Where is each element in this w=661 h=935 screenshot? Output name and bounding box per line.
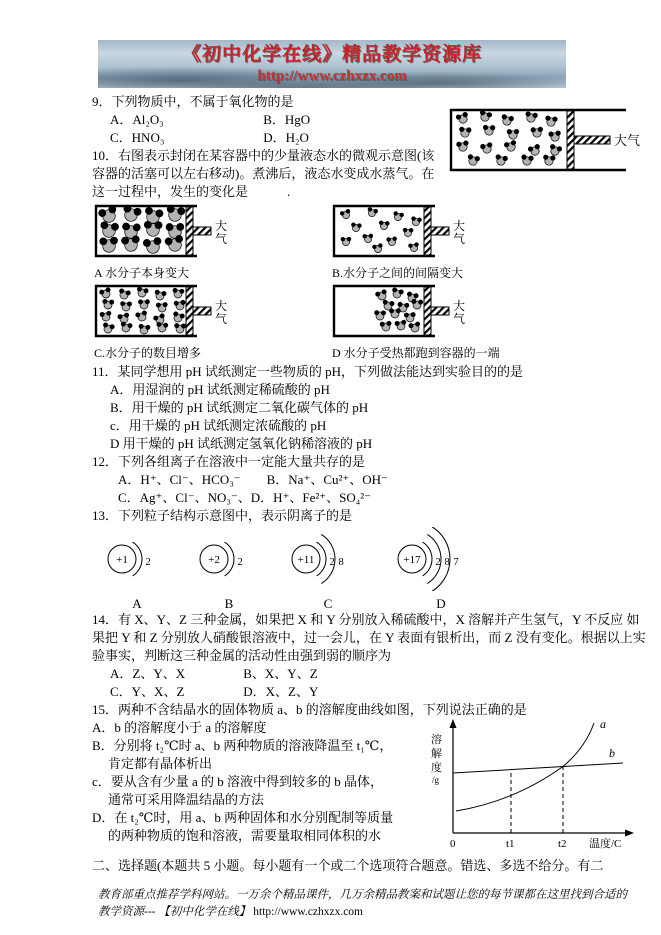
svg-text:大: 大 [453,299,466,313]
svg-text:2: 2 [329,557,335,568]
q13-label-c: C [323,596,333,611]
q12-stem: 12．下列各组离子在溶液中一定能大量共存的是 [92,454,366,469]
q10-option-a [94,203,284,281]
svg-text:度: 度 [431,762,442,774]
q12-options-row1: A．H⁺、Cl⁻、HCO₃⁻ B．Na⁺、Cu²⁺、OH⁻ [118,472,388,487]
svg-text:t2: t2 [558,838,567,850]
q15-options [92,719,422,845]
q13-diagram-c [282,527,374,611]
svg-text:大: 大 [453,219,466,233]
footer-line2 [98,904,651,921]
q9-stem: 9．下列物质中，不属于氧化物的是 [92,94,294,109]
q14-option-a: A．Z、Y、X [110,666,186,681]
q15-option-d: D．在 t₂℃时，用 a、b 两种固体和水分别配制等质量 [92,810,394,825]
q13-label-a: A [132,596,142,611]
svg-text:7: 7 [453,557,459,568]
q14-options-row2 [92,683,651,701]
svg-text:+2: +2 [208,554,220,566]
banner-url-link[interactable]: http://www.czhxzx.com [257,68,407,84]
site-banner [98,40,566,88]
svg-text:大: 大 [215,299,228,313]
molecules-spaced-diagram [332,203,482,261]
svg-text:0: 0 [450,838,456,850]
q13-label-d: D [436,596,446,611]
q14-option-b: B、X、Y、Z [243,666,318,681]
q10-option-figures [94,203,651,361]
molecules-larger-diagram [94,203,244,261]
q11-option-c: c．用干燥的 pH 试纸测定浓硫酸的 pH [110,418,327,433]
svg-text:溶: 溶 [431,734,442,746]
svg-text:/g: /g [432,775,440,785]
svg-text:+11: +11 [297,554,315,566]
footer-url-link[interactable]: http://www.czhxzx.com [253,906,364,918]
q11-option-d: D 用干燥的 pH 试纸测定氢氧化钠稀溶液的 pH [110,436,373,451]
atomic-structure-diagram [282,527,374,591]
atomic-structure-diagram [190,527,268,591]
atomic-structure-diagram [98,527,176,591]
svg-text:8: 8 [444,557,450,568]
exam-content [92,93,651,921]
molecules-more-numerous-diagram [94,283,244,341]
q15-option-d-cont: 的两种物质的饱和溶液，需要量取相同体积的水 [108,828,382,843]
q10-option-c-caption: C.水分子的数目增多 [94,346,202,360]
q9-option-c: C．HNO₃ [110,130,165,145]
solubility-curve-graph [423,715,651,862]
footer-line2-prefix: 教学资源--- 【初中化学在线】 [98,906,251,918]
page-footer [98,887,651,921]
footer-line1: 教育部重点推荐学科网站。一万余个精品课件，几万余精品教案和试题让您的每节课都在这里找到合适的 [98,889,627,901]
svg-text:气: 气 [215,232,228,246]
banner-title: 《初中化学在线》精品教学资源库 [181,44,482,65]
q13-diagram-a [98,527,176,611]
q13-stem: 13．下列粒子结构示意图中，表示阴离子的是 [92,508,353,523]
svg-text:气: 气 [453,312,466,326]
q11-option-a: A．用湿润的 pH 试纸测定稀硫酸的 pH [110,382,330,397]
q10-option-b-caption: B.水分子之间的间隔变大 [332,266,464,280]
q14-stem: 14．有 X、Y、Z 三种金属，如果把 X 和 Y 分别放入稀硫酸中，X 溶解并产生氢气，Y 不反应 如果把 Y 和 Z 分别放人硝酸银溶液中，过一会儿，在 Y 表面有银析出，而 Z 没有变化。根据以上实验事实，判断这三种金属的活动性由强到弱的顺序为 [92,612,646,663]
q14-options-row1 [92,665,651,683]
q14-option-d: D．X、Z、Y [243,684,319,699]
q15-stem: 15．两种不含结晶水的固体物质 a、b 的溶解度曲线如图，下列说法正确的是 [92,702,527,717]
svg-text:气: 气 [453,232,466,246]
q12-options-row2: C．Ag⁺、Cl⁻、NO₃⁻、D．H⁺、Fe²⁺、SO₄²⁻ [118,490,372,505]
svg-text:温度/C: 温度/C [589,838,622,850]
svg-text:2: 2 [145,557,151,568]
svg-text:2: 2 [237,557,243,568]
q10-option-d-caption: D 水分子受热都跑到容器的一端 [332,346,500,360]
q10-option-b [332,203,651,281]
molecules-at-one-end-diagram [332,283,482,341]
svg-text:+17: +17 [403,554,421,566]
q10-option-c [94,283,284,361]
q10-option-a-caption: A 水分子本身变大 [94,266,190,280]
q13-diagrams [98,527,651,611]
q13-label-b: B [224,596,234,611]
q9-option-b: B．HgO [263,112,311,127]
atomic-structure-diagram [388,527,494,591]
svg-text:大: 大 [215,219,228,233]
svg-text:a: a [600,717,606,731]
q11-option-b: B．用干燥的 pH 试纸测定二氧化碳气体的 pH [110,400,369,415]
q10-piston-container-figure [449,107,651,182]
svg-text:t1: t1 [506,838,515,850]
svg-text:解: 解 [431,748,442,760]
q15-option-a: A．b 的溶解度小于 a 的溶解度 [92,720,267,735]
svg-text:气: 气 [215,312,228,326]
svg-text:8: 8 [338,557,344,568]
svg-text:大气: 大气 [614,133,641,148]
q11-stem: 11．某同学想用 pH 试纸测定一些物质的 pH，下列做法能达到实验目的的是 [92,364,524,379]
q9-option-a: A．Al₂O₃ [110,112,164,127]
q15-option-b-cont: 肯定都有晶体析出 [108,756,213,771]
svg-text:b: b [609,746,615,760]
q14-option-c: C．Y、X、Z [110,684,185,699]
q15-block [92,701,651,857]
svg-text:2: 2 [435,557,441,568]
q13-diagram-b [190,527,268,611]
section2-header: 二、选择题(本题共 5 小题。每小题有一个或二个选项符合题意。错选、多选不给分。有二 [92,858,604,873]
q10-option-d [332,283,651,361]
q9-option-d: D．H₂O [263,130,309,145]
q15-option-b: B．分别将 t₂℃时 a、b 两种物质的溶液降温至 t₁℃， [92,738,393,753]
svg-text:+1: +1 [116,554,128,566]
solubility-curve-chart [423,715,651,857]
water-molecules-piston-diagram [449,107,651,177]
q15-option-c: c．要从含有少量 a 的 b 溶液中得到较多的 b 晶体， [92,774,384,789]
q15-option-c-cont: 通常可采用降温结晶的方法 [108,792,265,807]
q10-stem: 10．右图表示封闭在某容器中的少量液态水的微观示意图(该容器的活塞可以左右移动)。煮沸后，液态水变成水蒸气。在这一过程中，发生的变化是 . [92,148,435,199]
q13-diagram-d [388,527,494,611]
